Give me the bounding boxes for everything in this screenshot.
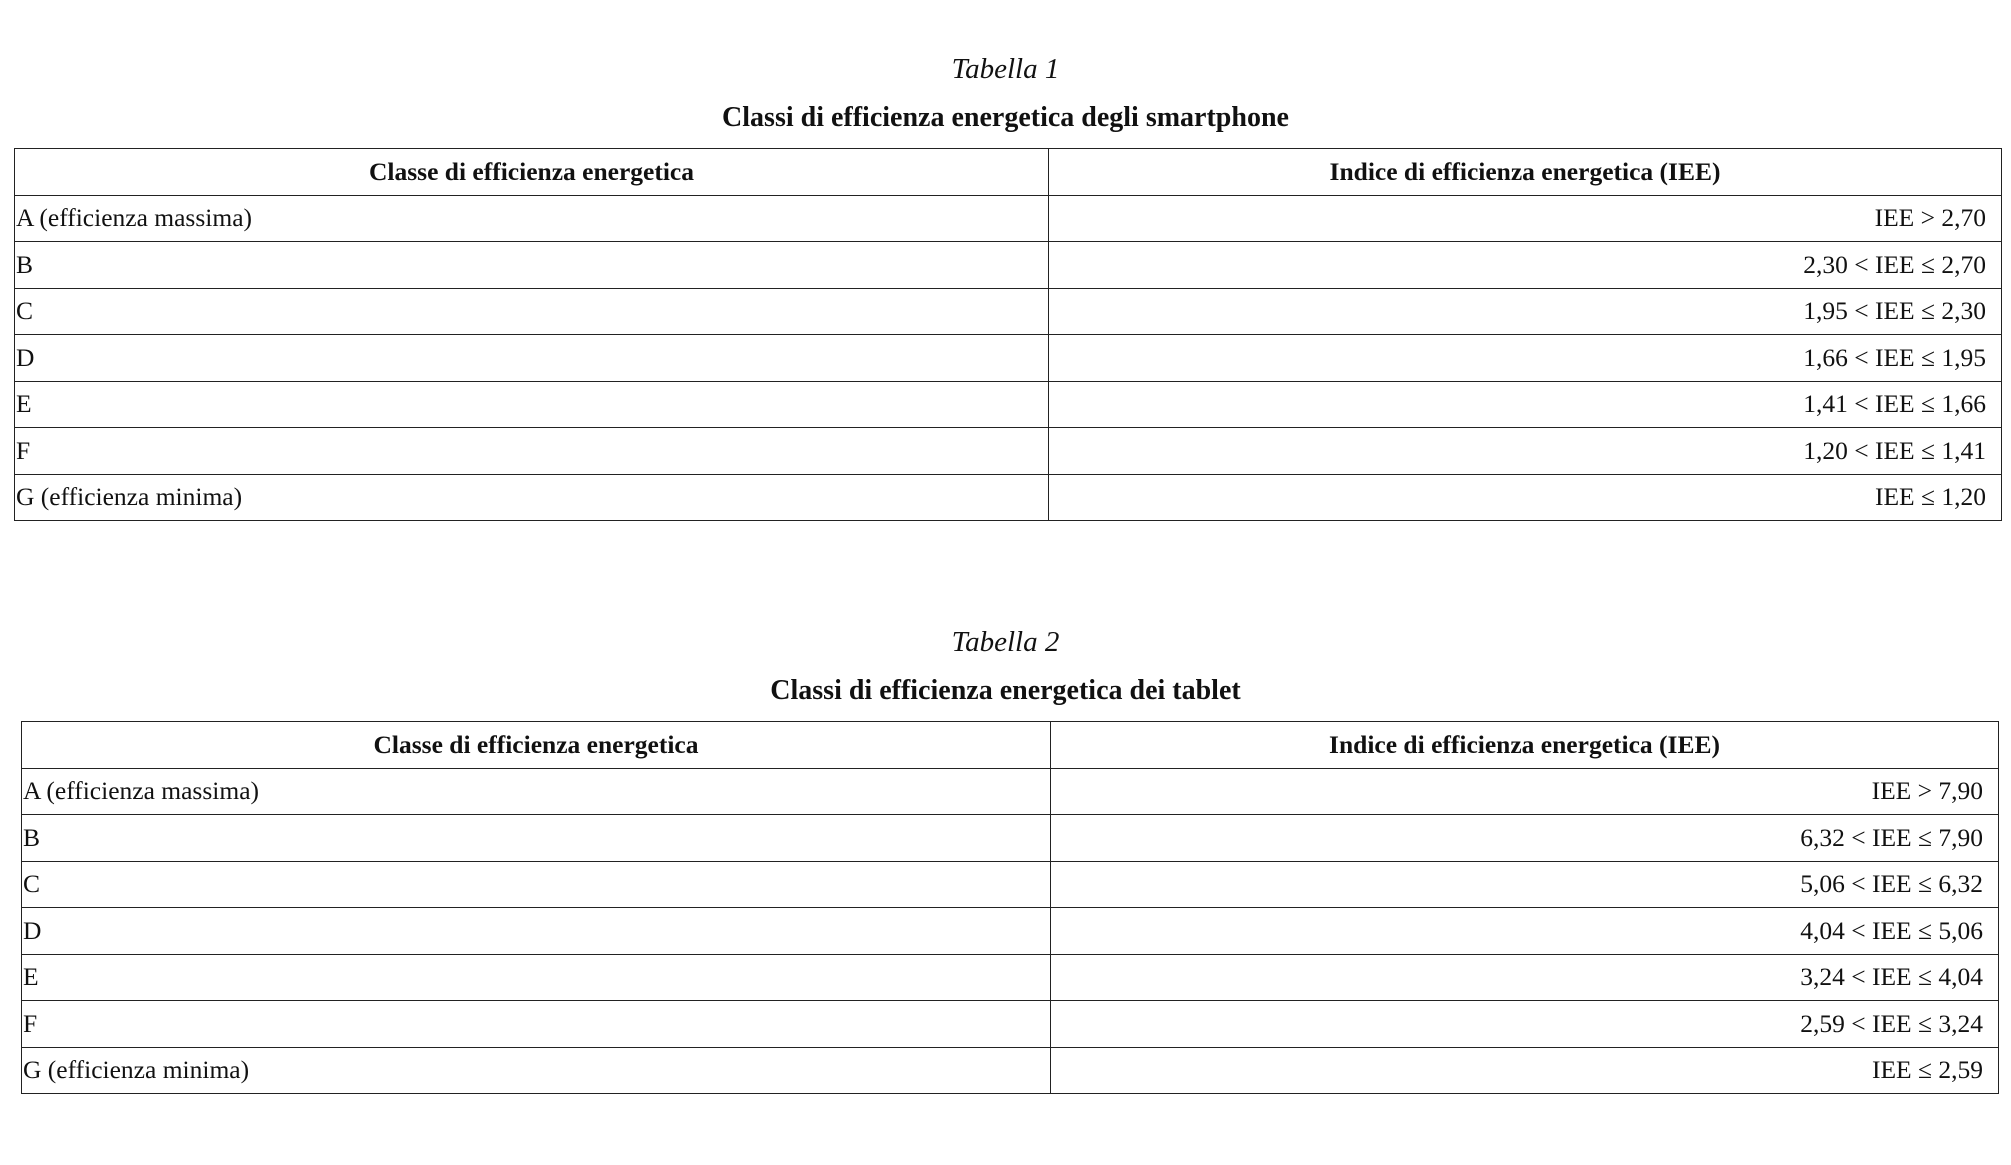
column-header-iee: Indice di efficienza energetica (IEE) — [1051, 722, 1999, 769]
table-row — [22, 815, 1999, 862]
iee-cell: IEE > 2,70 — [1049, 195, 2002, 242]
class-cell: F — [22, 1001, 1051, 1048]
table-row — [15, 428, 2002, 475]
column-header-class: Classe di efficienza energetica — [15, 149, 1049, 196]
class-cell: C — [15, 288, 1049, 335]
class-cell: G (efficienza minima) — [22, 1047, 1051, 1094]
iee-cell: 6,32 < IEE ≤ 7,90 — [1051, 815, 1999, 862]
iee-cell: IEE ≤ 2,59 — [1051, 1047, 1999, 1094]
table-header-row — [22, 722, 1999, 769]
iee-cell: 2,30 < IEE ≤ 2,70 — [1049, 242, 2002, 289]
class-cell: G (efficienza minima) — [15, 474, 1049, 521]
table-row — [22, 908, 1999, 955]
column-header-iee: Indice di efficienza energetica (IEE) — [1049, 149, 2002, 196]
class-cell: A (efficienza massima) — [15, 195, 1049, 242]
table-row — [15, 474, 2002, 521]
table-row — [22, 768, 1999, 815]
smartphone-efficiency-table — [14, 148, 2002, 521]
iee-cell: IEE ≤ 1,20 — [1049, 474, 2002, 521]
table-row — [22, 1047, 1999, 1094]
table-title: Classi di efficienza energetica dei tablet — [770, 675, 1241, 706]
class-cell: D — [22, 908, 1051, 955]
column-header-class: Classe di efficienza energetica — [22, 722, 1051, 769]
class-cell: A (efficienza massima) — [22, 768, 1051, 815]
class-cell: E — [22, 954, 1051, 1001]
iee-cell: 1,66 < IEE ≤ 1,95 — [1049, 335, 2002, 382]
table-row — [15, 242, 2002, 289]
class-cell: C — [22, 861, 1051, 908]
iee-cell: 1,20 < IEE ≤ 1,41 — [1049, 428, 2002, 475]
iee-cell: 5,06 < IEE ≤ 6,32 — [1051, 861, 1999, 908]
table-number: Tabella 2 — [951, 626, 1060, 658]
iee-cell: 3,24 < IEE ≤ 4,04 — [1051, 954, 1999, 1001]
class-cell: B — [15, 242, 1049, 289]
table-row — [15, 335, 2002, 382]
table-title: Classi di efficienza energetica degli smartphone — [722, 102, 1289, 133]
iee-cell: 1,95 < IEE ≤ 2,30 — [1049, 288, 2002, 335]
table-header-row — [15, 149, 2002, 196]
table-row — [15, 288, 2002, 335]
class-cell: E — [15, 381, 1049, 428]
iee-cell: IEE > 7,90 — [1051, 768, 1999, 815]
table-row — [15, 195, 2002, 242]
tablet-efficiency-table — [21, 721, 1999, 1094]
class-cell: B — [22, 815, 1051, 862]
table-number: Tabella 1 — [951, 53, 1060, 85]
table-row — [15, 381, 2002, 428]
table-row — [22, 861, 1999, 908]
class-cell: D — [15, 335, 1049, 382]
table-row — [22, 954, 1999, 1001]
iee-cell: 2,59 < IEE ≤ 3,24 — [1051, 1001, 1999, 1048]
table-row — [22, 1001, 1999, 1048]
iee-cell: 1,41 < IEE ≤ 1,66 — [1049, 381, 2002, 428]
class-cell: F — [15, 428, 1049, 475]
iee-cell: 4,04 < IEE ≤ 5,06 — [1051, 908, 1999, 955]
